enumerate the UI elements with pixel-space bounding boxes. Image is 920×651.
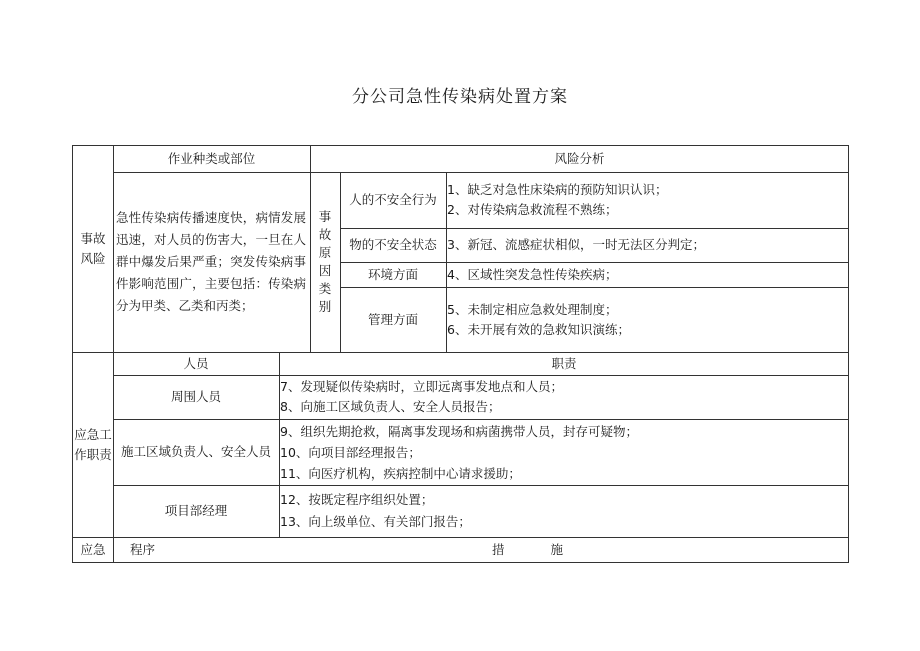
- duty-person-project-manager: 项目部经理: [164, 503, 228, 518]
- cause-category-label: 事 故 原 因 类 别: [318, 209, 332, 314]
- risk-section-label: 事故 风险: [80, 230, 106, 266]
- duty-header: 职责: [551, 355, 577, 371]
- procedure-header: 程序: [130, 542, 156, 557]
- duty-items-surrounding: 7、发现疑似传染病时，立即远离事发地点和人员； 8、向施工区域负责人、安全人员报告；: [280, 379, 563, 414]
- cause-label-management: 管理方面: [367, 311, 418, 327]
- duty-person-area-leader: 施工区域负责人、安全人员: [120, 444, 271, 459]
- measure-header: 措 施: [492, 542, 564, 557]
- cause-label-human: 人的不安全行为: [349, 192, 437, 207]
- job-type-header: 作业种类或部位: [167, 150, 256, 166]
- risk-description: 急性传染病传播速度快，病情发展迅速，对人员的伤害大，一旦在人群中爆发后果严重；突发传染病事件影响范围广，主要包括：传染病分为甲类、乙类和丙类；: [116, 210, 306, 313]
- duty-section-label: 应急工 作职责: [74, 426, 112, 462]
- cause-label-environment: 环境方面: [367, 266, 418, 282]
- risk-analysis-header: 风险分析: [554, 150, 605, 166]
- duty-person-surrounding: 周围人员: [170, 389, 221, 404]
- person-header: 人员: [183, 355, 209, 371]
- cause-items-object: 3、新冠、流感症状相似，一时无法区分判定；: [447, 237, 705, 252]
- cause-items-management: 5、未制定相应急救处理制度； 6、未开展有效的急救知识演练；: [447, 301, 630, 337]
- emergency-label: 应急: [80, 542, 106, 557]
- duty-items-area-leader: 9、组织先期抢救，隔离事发现场和病菌携带人员，封存可疑物； 10、向项目部经理报告； 11、向医疗机构，疾病控制中心请求援助；: [280, 423, 638, 481]
- duty-items-project-manager: 12、按既定程序组织处置； 13、向上级单位、有关部门报告；: [280, 492, 471, 529]
- page-title: 分公司急性传染病处置方案: [352, 87, 568, 107]
- cause-items-environment: 4、区域性突发急性传染疾病；: [447, 266, 618, 282]
- cause-items-human: 1、缺乏对急性床染病的预防知识认识； 2、对传染病急救流程不熟练；: [447, 182, 668, 217]
- cause-label-object: 物的不安全状态: [349, 237, 437, 252]
